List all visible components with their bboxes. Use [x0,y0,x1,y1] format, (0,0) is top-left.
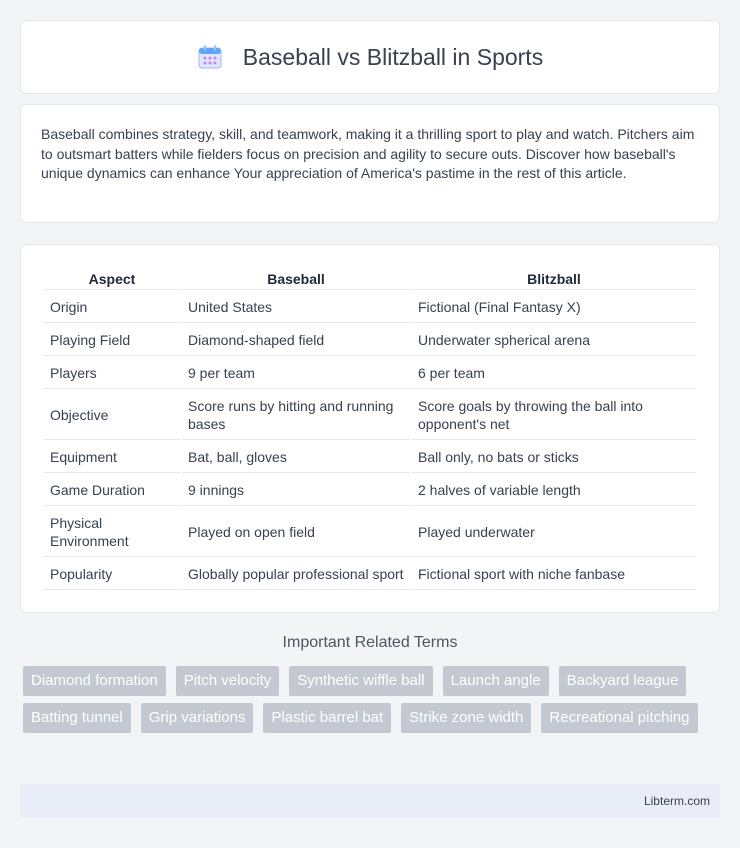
table-cell: Players [44,358,180,389]
table-cell: Physical Environment [44,508,180,557]
column-header-baseball: Baseball [182,267,410,290]
table-cell: Popularity [44,559,180,590]
table-cell: 9 per team [182,358,410,389]
related-term-tag[interactable]: Batting tunnel [23,703,131,733]
table-cell: Game Duration [44,475,180,506]
table-cell: Playing Field [44,325,180,356]
page-header [20,20,720,94]
table-cell: Fictional sport with niche fanbase [412,559,696,590]
table-cell: Score runs by hitting and running bases [182,391,410,440]
footer [20,784,720,818]
table-row [44,475,696,506]
table-row [44,292,696,323]
related-terms-title: Important Related Terms [282,634,458,651]
table-header-row [44,267,696,290]
related-term-tag[interactable]: Diamond formation [23,666,166,696]
table-cell: Played on open field [182,508,410,557]
related-terms-list [20,666,720,740]
related-term-tag[interactable]: Pitch velocity [176,666,280,696]
related-term-tag[interactable]: Backyard league [559,666,687,696]
related-term-tag[interactable]: Recreational pitching [541,703,697,733]
comparison-table [42,265,698,592]
table-cell: Underwater spherical arena [412,325,696,356]
table-cell: Score goals by throwing the ball into opponent's net [412,391,696,440]
table-cell: Equipment [44,442,180,473]
table-cell: Ball only, no bats or sticks [412,442,696,473]
table-cell: 9 innings [182,475,410,506]
table-row [44,391,696,440]
calendar-icon [197,44,223,70]
table-cell: Globally popular professional sport [182,559,410,590]
table-cell: Diamond-shaped field [182,325,410,356]
table-cell: Fictional (Final Fantasy X) [412,292,696,323]
table-cell: Played underwater [412,508,696,557]
related-term-tag[interactable]: Grip variations [141,703,254,733]
table-cell: Bat, ball, gloves [182,442,410,473]
column-header-blitzball: Blitzball [412,267,696,290]
table-cell: United States [182,292,410,323]
comparison-table-card [20,244,720,613]
table-row [44,442,696,473]
table-row [44,559,696,590]
table-cell: 2 halves of variable length [412,475,696,506]
column-header-aspect: Aspect [44,267,180,290]
intro-text: Baseball combines strategy, skill, and teamwork, making it a thrilling sport to play and watch. Pitchers aim to outsmart batters while fielders focus on precision and agility to secure outs. Discover how baseball's unique dynamics can enhance Your appreciation of America's pastime in the rest of this article. [41,126,695,181]
table-row [44,325,696,356]
table-row [44,508,696,557]
related-term-tag[interactable]: Plastic barrel bat [263,703,391,733]
footer-site-link[interactable]: Libterm.com [643,794,710,808]
table-cell: Origin [44,292,180,323]
table-cell: Objective [44,391,180,440]
related-term-tag[interactable]: Launch angle [443,666,549,696]
table-row [44,358,696,389]
related-term-tag[interactable]: Strike zone width [401,703,531,733]
intro-section [20,104,720,223]
table-cell: 6 per team [412,358,696,389]
related-term-tag[interactable]: Synthetic wiffle ball [289,666,432,696]
page-title: Baseball vs Blitzball in Sports [242,43,544,70]
